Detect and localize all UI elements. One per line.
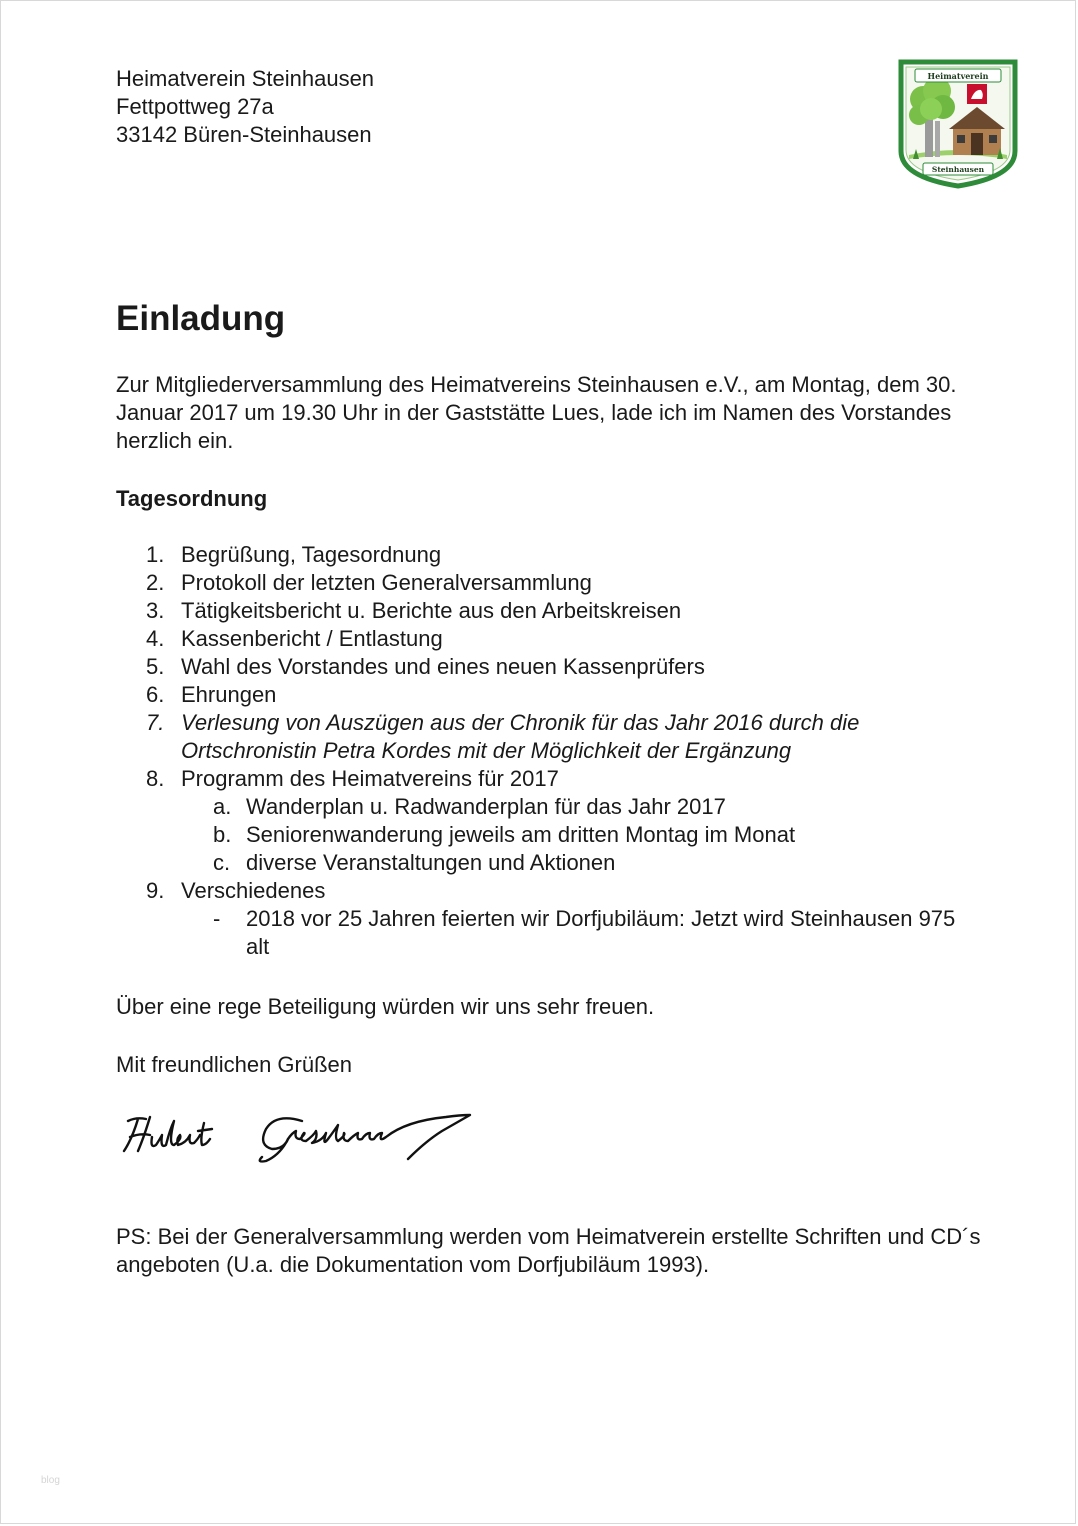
agenda-heading: Tagesordnung: [116, 486, 268, 511]
sender-street: Fettpottweg 27a: [116, 94, 274, 119]
list-item-text: Protokoll der letzten Generalversammlung: [181, 570, 592, 595]
list-item-number: 2.: [146, 570, 165, 595]
sender-name: Heimatverein Steinhausen: [116, 66, 375, 91]
logo-bottom-text: Steinhausen: [931, 165, 985, 174]
list-item-text: Kassenbericht / Entlastung: [181, 626, 443, 651]
list-item: [116, 765, 996, 793]
list-item: [116, 653, 996, 681]
sender-city: 33142 Büren-Steinhausen: [116, 122, 372, 147]
list-item-number: 1.: [146, 542, 165, 567]
signature-icon: [116, 1099, 496, 1169]
list-subitem: [116, 905, 996, 961]
sender-address: [116, 65, 374, 149]
page-title: Einladung: [116, 299, 286, 338]
intro-paragraph: Zur Mitgliederversammlung des Heimatvereins Steinhausen e.V., am Montag, dem 30. Januar 2017 um 19.30 Uhr in der Gaststätte Lues, lade ich im Namen des Vorstandes herzlich ein.: [116, 372, 957, 453]
list-subitem-letter: c.: [213, 850, 231, 875]
watermark: blog: [41, 1475, 60, 1486]
list-item: [116, 877, 996, 905]
postscript: PS: Bei der Generalversammlung werden vom Heimatverein erstellte Schriften und CD´s angeboten (U.a. die Dokumentation vom Dorfjubiläum 1993).: [116, 1224, 981, 1277]
list-subitem: [116, 821, 996, 849]
list-subitem: [116, 849, 996, 877]
agenda-list: [116, 541, 996, 961]
list-item-number: 5.: [146, 654, 165, 679]
greeting: Mit freundlichen Grüßen: [116, 1052, 352, 1077]
list-item: [116, 681, 996, 709]
list-item-number: 6.: [146, 682, 165, 707]
list-item-number: 3.: [146, 598, 165, 623]
list-item-text: Begrüßung, Tagesordnung: [181, 542, 442, 567]
list-item: [116, 541, 996, 569]
list-item-number: 7.: [146, 710, 165, 735]
club-logo-icon: [897, 59, 1019, 189]
list-subitem-letter: a.: [213, 794, 232, 819]
list-item-text: Verlesung von Auszügen aus der Chronik für das Jahr 2016 durch die Ortschronistin Petra Kordes mit der Möglichkeit der Ergänzung: [181, 710, 860, 763]
list-subitem: [116, 793, 996, 821]
list-subitem-letter: b.: [213, 822, 232, 847]
list-item-text: Wahl des Vorstandes und eines neuen Kassenprüfers: [181, 654, 705, 679]
list-subitem-text: diverse Veranstaltungen und Aktionen: [246, 850, 616, 875]
logo-top-text: Heimatverein: [927, 71, 989, 81]
list-item-text: Programm des Heimatvereins für 2017: [181, 766, 559, 791]
list-subitem-text: 2018 vor 25 Jahren feierten wir Dorfjubiläum: Jetzt wird Steinhausen 975 alt: [246, 906, 956, 959]
list-item: [116, 625, 996, 653]
closing-sentence: Über eine rege Beteiligung würden wir uns sehr freuen.: [116, 994, 655, 1019]
list-subitem-text: Seniorenwanderung jeweils am dritten Montag im Monat: [246, 822, 796, 847]
list-item-text: Verschiedenes: [181, 878, 326, 903]
list-item-number: 4.: [146, 626, 165, 651]
list-item-number: 8.: [146, 766, 165, 791]
list-subitem-bullet: -: [213, 906, 221, 931]
list-item: [116, 709, 996, 765]
list-subitem-text: Wanderplan u. Radwanderplan für das Jahr 2017: [246, 794, 726, 819]
list-item: [116, 597, 996, 625]
list-item-number: 9.: [146, 878, 165, 903]
list-item-text: Ehrungen: [181, 682, 277, 707]
list-item: [116, 569, 996, 597]
list-item-text: Tätigkeitsbericht u. Berichte aus den Arbeitskreisen: [181, 598, 682, 623]
